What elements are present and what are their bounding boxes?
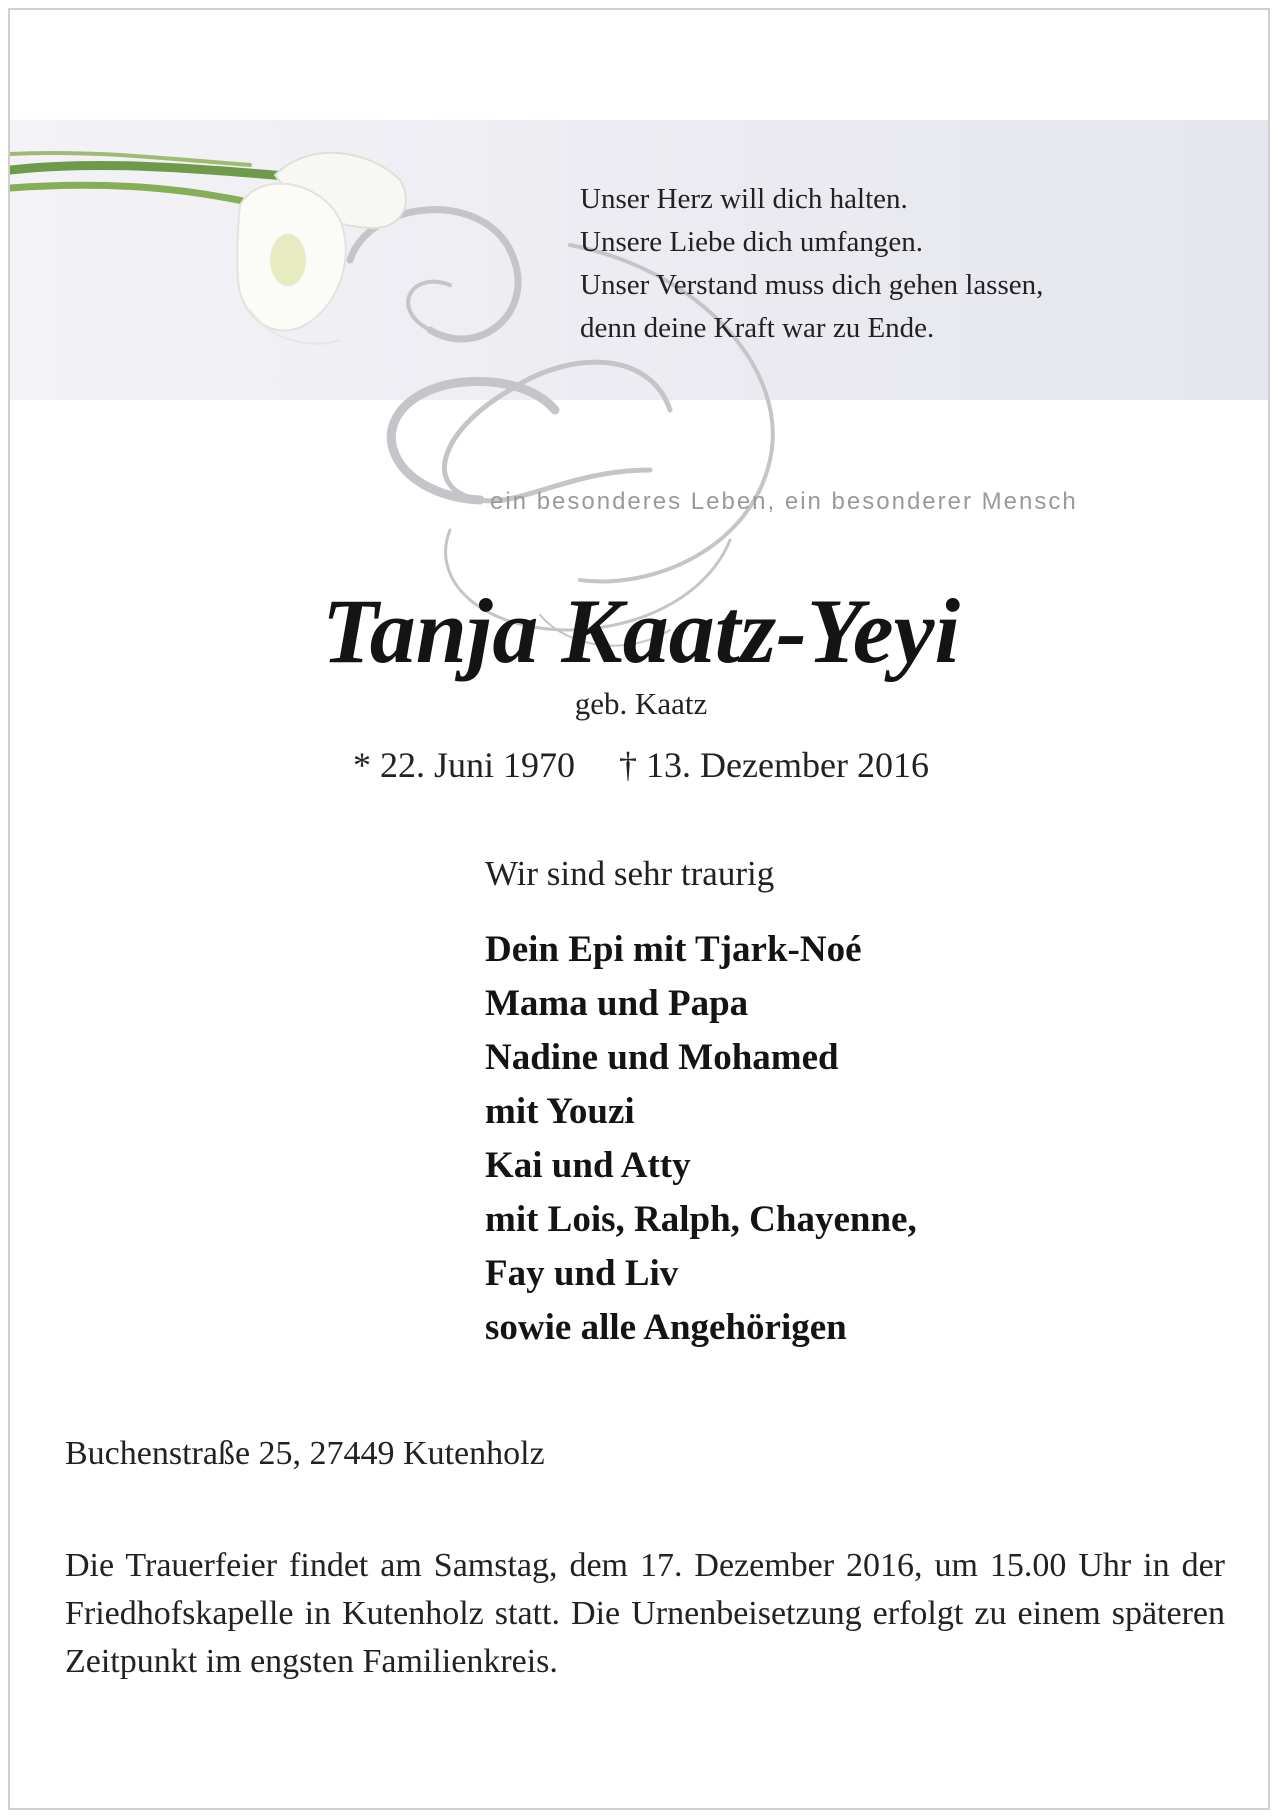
calla-blossom-icon xyxy=(237,153,406,344)
poem-line: denn deine Kraft war zu Ende. xyxy=(580,312,935,344)
family-line: Fay und Liv xyxy=(485,1253,679,1294)
tagline: ein besonderes Leben, ein besonderer Mensch xyxy=(490,488,1078,515)
obituary-notice xyxy=(8,8,1270,1810)
family-line: Nadine und Mohamed xyxy=(485,1037,839,1078)
life-dates xyxy=(10,744,1270,786)
birth-name: geb. Kaatz xyxy=(574,686,708,721)
family-line: Kai und Atty xyxy=(485,1145,691,1186)
death-date: † 13. Dezember 2016 xyxy=(619,745,929,785)
family-line: sowie alle Angehörigen xyxy=(485,1307,847,1348)
poem-verse xyxy=(580,178,1043,350)
family-line: Dein Epi mit Tjark-Noé xyxy=(485,929,862,970)
mourning-line: Wir sind sehr traurig xyxy=(485,854,775,893)
deceased-name: Tanja Kaatz-Yeyi xyxy=(321,580,961,682)
family-list xyxy=(485,923,917,1355)
funeral-notice: Die Trauerfeier findet am Samstag, dem 17. Dezember 2016, um 15.00 Uhr in der Friedhofskapelle in Kutenholz statt. Die Urnenbeisetzung erfolgt zu einem späteren Zeitpunkt im engsten Familienkreis. xyxy=(65,1547,1225,1680)
family-line: mit Lois, Ralph, Chayenne, xyxy=(485,1199,917,1240)
poem-line: Unser Herz will dich halten. xyxy=(580,183,908,215)
family-line: mit Youzi xyxy=(485,1091,635,1132)
poem-line: Unsere Liebe dich umfangen. xyxy=(580,226,924,258)
address: Buchenstraße 25, 27449 Kutenholz xyxy=(65,1435,545,1472)
birth-date: * 22. Juni 1970 xyxy=(353,745,576,785)
poem-line: Unser Verstand muss dich gehen lassen, xyxy=(580,269,1044,301)
family-line: Mama und Papa xyxy=(485,983,749,1024)
